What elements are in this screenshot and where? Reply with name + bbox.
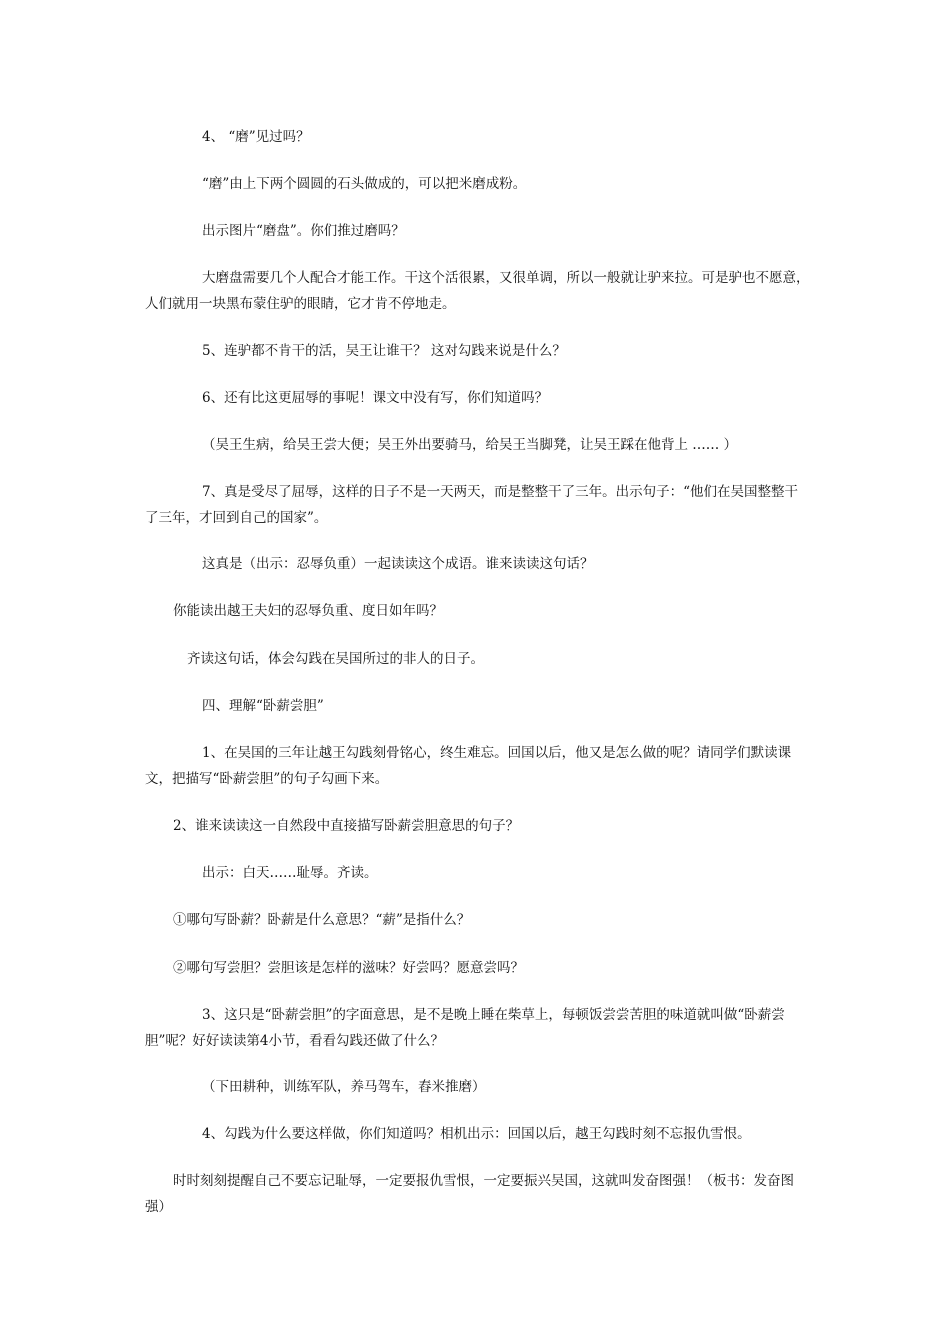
paragraph-9: 这真是（出示：忍辱负重）一起读读这个成语。谁来读读这句话？ xyxy=(202,556,594,572)
paragraph-10: 你能读出越王夫妇的忍辱负重、度日如年吗？ xyxy=(173,603,443,619)
paragraph-17: ②哪句写尝胆？尝胆该是怎样的滋味？好尝吗？愿意尝吗？ xyxy=(173,960,524,976)
paragraph-1: 4、 “磨”见过吗？ xyxy=(202,129,310,145)
paragraph-15: 出示：白天……耻辱。齐读。 xyxy=(202,865,378,881)
paragraph-6: 6、还有比这更屈辱的事呢！课文中没有写，你们知道吗？ xyxy=(202,390,549,406)
paragraph-20: 4、勾践为什么要这样做，你们知道吗？相机出示：回国以后，越王勾践时刻不忘报仇雪恨。 xyxy=(202,1126,751,1142)
section-heading: 四、理解“卧薪尝胆” xyxy=(202,698,324,714)
paragraph-21: 时时刻刻提醒自己不要忘记耻辱，一定要报仇雪恨，一定要振兴吴国，这就叫发奋图强！（板书：发奋图强） xyxy=(145,1173,794,1215)
paragraph-8: 7、真是受尽了屈辱，这样的日子不是一天两天，而是整整干了三年。出示句子：“他们在吴国整整干了三年，才回到自己的国家”。 xyxy=(145,484,798,526)
paragraph-18: 3、这只是“卧薪尝胆”的字面意思，是不是晚上睡在柴草上，每顿饭尝尝苦胆的味道就叫做“卧薪尝胆”呢？好好读读第4小节，看看勾践还做了什么？ xyxy=(145,1007,785,1049)
paragraph-3: 出示图片“磨盘”。你们推过磨吗？ xyxy=(202,223,405,239)
paragraph-5: 5、连驴都不肯干的活，吴王让谁干？ 这对勾践来说是什么？ xyxy=(202,343,566,359)
paragraph-4: 大磨盘需要几个人配合才能工作。干这个活很累，又很单调，所以一般就让驴来拉。可是驴也不愿意，人们就用一块黑布蒙住驴的眼睛，它才肯不停地走。 xyxy=(145,270,810,312)
paragraph-14: 2、谁来读读这一自然段中直接描写卧薪尝胆意思的句子？ xyxy=(173,818,520,834)
paragraph-2: “磨”由上下两个圆圆的石头做成的，可以把米磨成粉。 xyxy=(202,176,527,192)
paragraph-11: 齐读这句话，体会勾践在吴国所过的非人的日子。 xyxy=(187,651,484,667)
paragraph-7: （吴王生病，给吴王尝大便；吴王外出要骑马，给吴王当脚凳，让吴王踩在他背上 …… ） xyxy=(202,437,738,453)
paragraph-16: ①哪句写卧薪？卧薪是什么意思？“薪”是指什么？ xyxy=(173,912,471,928)
paragraph-19: （下田耕种，训练军队，养马驾车，舂米推磨） xyxy=(202,1079,486,1095)
paragraph-13: 1、在吴国的三年让越王勾践刻骨铭心，终生难忘。回国以后，他又是怎么做的呢？请同学们默读课文，把描写“卧薪尝胆”的句子勾画下来。 xyxy=(145,745,792,787)
